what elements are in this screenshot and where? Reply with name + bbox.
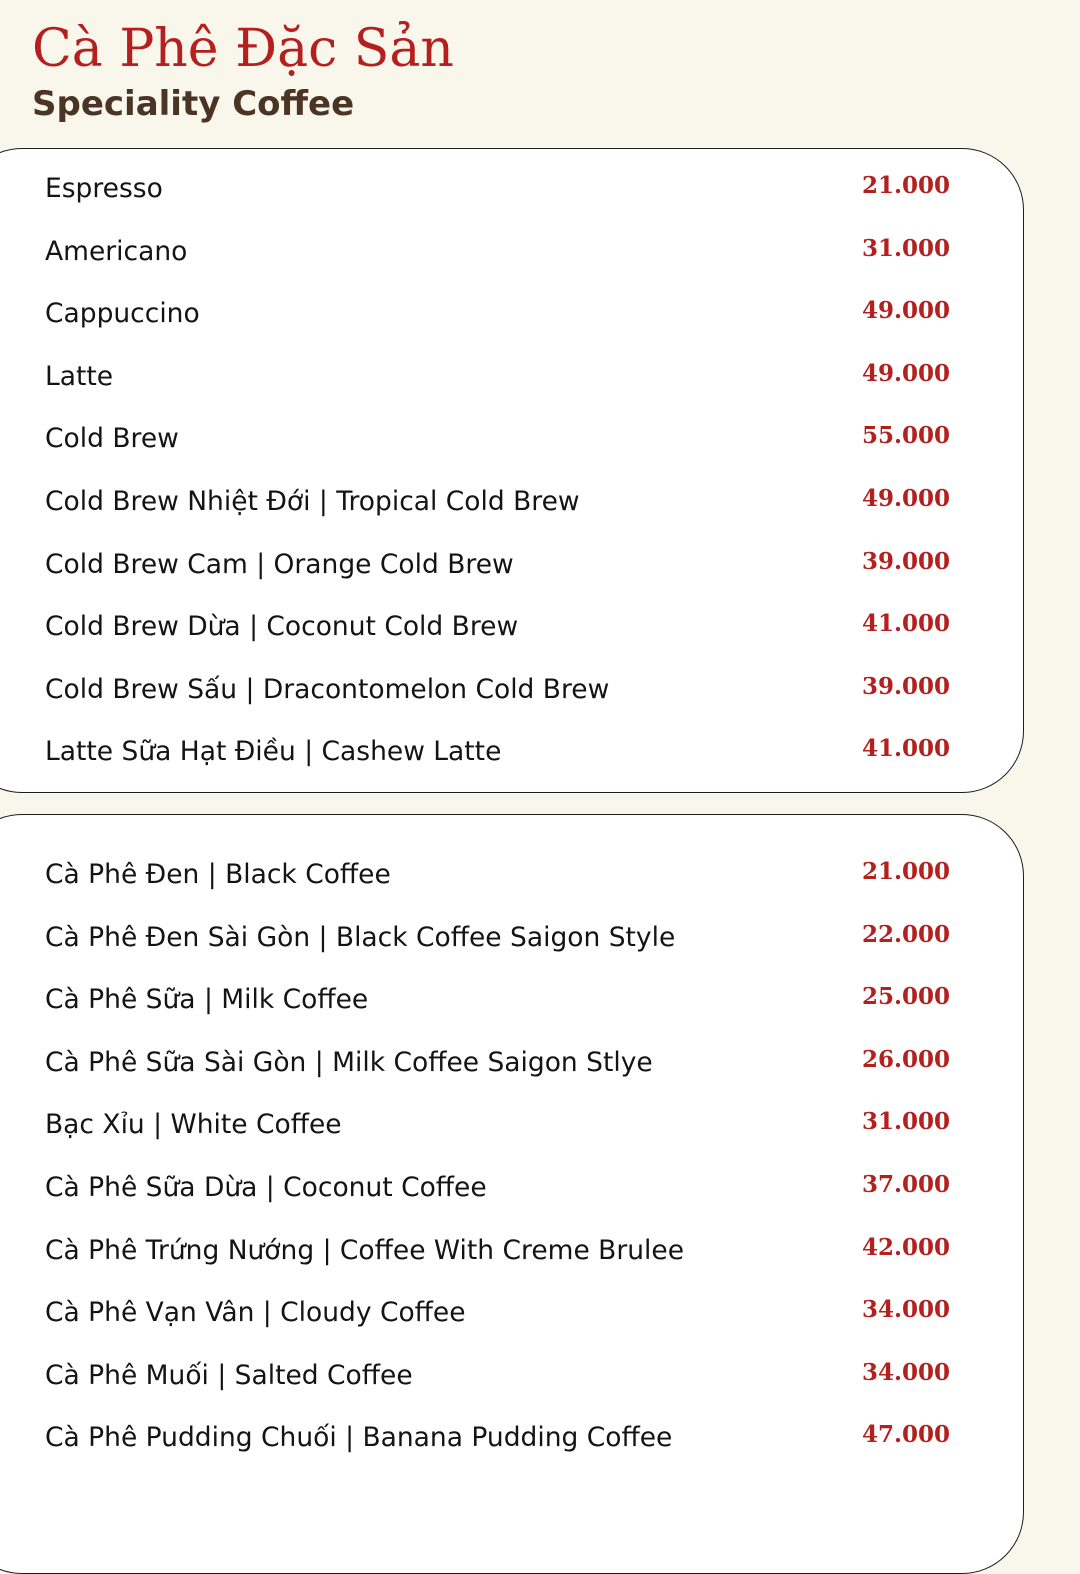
page-title: Cà Phê Đặc Sản: [32, 19, 454, 79]
item-price: 25.000: [862, 983, 951, 1011]
menu-item: [45, 734, 1023, 797]
item-price: 37.000: [862, 1170, 951, 1198]
item-name: Latte: [45, 360, 114, 392]
item-name: Cà Phê Đen | Black Coffee: [45, 859, 391, 890]
item-name: Cold Brew Cam | Orange Cold Brew: [45, 548, 514, 580]
item-name: Cà Phê Sữa | Milk Coffee: [45, 984, 369, 1016]
menu-item: [45, 1170, 1023, 1233]
item-price: 41.000: [862, 735, 951, 763]
menu-item: [45, 1420, 1023, 1483]
item-name: Cold Brew Dừa | Coconut Cold Brew: [45, 611, 519, 643]
item-name: Cold Brew: [45, 423, 179, 455]
menu-item: [45, 547, 1023, 610]
item-price: 34.000: [862, 1358, 951, 1386]
item-price: 31.000: [862, 234, 951, 262]
item-name: Espresso: [45, 173, 163, 204]
menu-item: [45, 1358, 1023, 1421]
item-name: Cà Phê Đen Sài Gòn | Black Coffee Saigon Style: [45, 921, 676, 953]
item-name: Cà Phê Sữa Dừa | Coconut Coffee: [45, 1171, 487, 1203]
item-price: 39.000: [862, 547, 951, 575]
menu-item: [45, 296, 1023, 359]
menu-item: [45, 857, 1023, 920]
menu-item: [45, 484, 1023, 547]
item-name: Americano: [45, 235, 188, 267]
item-price: 26.000: [862, 1045, 951, 1073]
menu-item: [45, 1233, 1023, 1296]
menu-list-2: [45, 857, 1023, 1483]
item-name: Cà Phê Sữa Sài Gòn | Milk Coffee Saigon Stlye: [45, 1046, 653, 1078]
menu-item: [45, 1107, 1023, 1170]
item-price: 49.000: [862, 359, 951, 387]
item-name: Cold Brew Sấu | Dracontomelon Cold Brew: [45, 673, 610, 705]
item-price: 21.000: [862, 172, 951, 199]
menu-item: [45, 421, 1023, 484]
item-price: 47.000: [862, 1421, 951, 1449]
item-name: Bạc Xỉu | White Coffee: [45, 1109, 342, 1141]
item-price: 42.000: [862, 1233, 951, 1261]
item-name: Latte Sữa Hạt Điều | Cashew Latte: [45, 736, 502, 768]
item-price: 21.000: [862, 858, 951, 885]
item-price: 31.000: [862, 1108, 951, 1136]
item-name: Cold Brew Nhiệt Đới | Tropical Cold Brew: [45, 485, 580, 517]
item-price: 39.000: [862, 672, 951, 700]
menu-item: [45, 920, 1023, 983]
item-name: Cà Phê Muối | Salted Coffee: [45, 1359, 413, 1391]
item-price: 41.000: [862, 610, 951, 638]
menu-card-2: [0, 814, 1024, 1574]
item-price: 49.000: [862, 484, 951, 512]
item-price: 55.000: [862, 422, 951, 450]
menu-item: [45, 359, 1023, 422]
menu-item: [45, 234, 1023, 297]
item-name: Cappuccino: [45, 298, 200, 330]
menu-card-1: [0, 148, 1024, 793]
menu-header: [32, 18, 454, 126]
page-subtitle: Speciality Coffee: [32, 84, 355, 124]
menu-item: [45, 1045, 1023, 1108]
menu-item: [45, 171, 1023, 234]
menu-item: [45, 982, 1023, 1045]
item-price: 34.000: [862, 1296, 951, 1324]
item-price: 22.000: [862, 920, 951, 948]
item-price: 49.000: [862, 297, 951, 325]
menu-list-1: [45, 171, 1023, 797]
menu-item: [45, 609, 1023, 672]
item-name: Cà Phê Trứng Nướng | Coffee With Creme Brulee: [45, 1234, 685, 1266]
item-name: Cà Phê Vạn Vân | Cloudy Coffee: [45, 1297, 466, 1329]
menu-item: [45, 1295, 1023, 1358]
item-name: Cà Phê Pudding Chuối | Banana Pudding Coffee: [45, 1422, 673, 1454]
menu-item: [45, 672, 1023, 735]
